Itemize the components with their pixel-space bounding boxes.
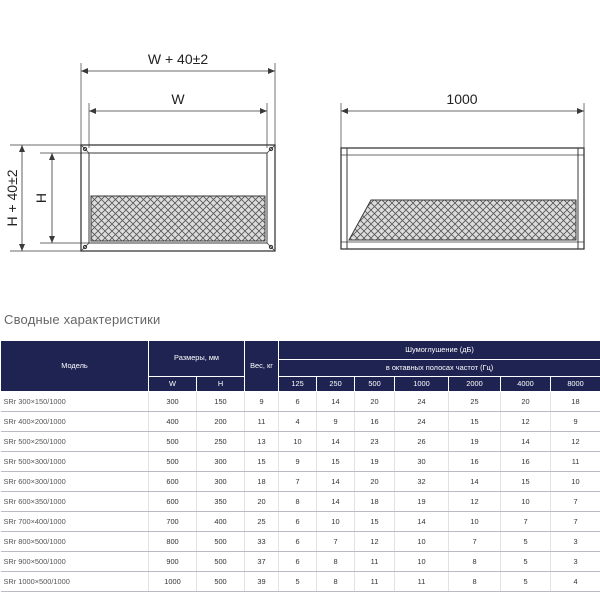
table-row <box>1 412 600 432</box>
attenuation-cell: 16 <box>501 452 551 472</box>
attenuation-cell: 11 <box>395 572 449 592</box>
attenuation-cell: 20 <box>501 392 551 412</box>
attenuation-cell: 14 <box>317 432 355 452</box>
attenuation-cell: 5 <box>501 552 551 572</box>
attenuation-cell: 14 <box>501 432 551 452</box>
attenuation-cell: 3 <box>551 552 600 572</box>
attenuation-cell: 19 <box>395 492 449 512</box>
attenuation-cell: 10 <box>501 492 551 512</box>
height-cell: 500 <box>197 572 245 592</box>
attenuation-cell: 18 <box>355 492 395 512</box>
height-cell: 250 <box>197 432 245 452</box>
attenuation-cell: 7 <box>501 512 551 532</box>
model-cell: SRr 400×200/1000 <box>1 412 149 432</box>
width-cell: 400 <box>149 412 197 432</box>
header-dimensions: Размеры, мм <box>149 341 245 377</box>
header-attenuation-sub: в октавных полосах частот (Гц) <box>279 360 600 377</box>
header-freq-125: 125 <box>279 377 317 392</box>
height-cell: 300 <box>197 452 245 472</box>
attenuation-cell: 11 <box>355 552 395 572</box>
attenuation-cell: 7 <box>449 532 501 552</box>
section-title: Сводные характеристики <box>4 312 161 327</box>
attenuation-cell: 12 <box>551 432 600 452</box>
table-row <box>1 492 600 512</box>
attenuation-cell: 11 <box>355 572 395 592</box>
attenuation-cell: 5 <box>501 532 551 552</box>
front-view-drawing <box>10 63 275 251</box>
attenuation-cell: 15 <box>355 512 395 532</box>
weight-cell: 18 <box>245 472 279 492</box>
overall-width-label: W + 40±2 <box>147 51 209 67</box>
table-row <box>1 572 600 592</box>
attenuation-cell: 15 <box>501 472 551 492</box>
weight-cell: 9 <box>245 392 279 412</box>
model-cell: SRr 500×300/1000 <box>1 452 149 472</box>
attenuation-cell: 24 <box>395 412 449 432</box>
width-cell: 1000 <box>149 572 197 592</box>
height-cell: 400 <box>197 512 245 532</box>
attenuation-cell: 10 <box>449 512 501 532</box>
header-freq-8000: 8000 <box>551 377 600 392</box>
model-cell: SRr 600×300/1000 <box>1 472 149 492</box>
model-cell: SRr 700×400/1000 <box>1 512 149 532</box>
attenuation-cell: 25 <box>449 392 501 412</box>
header-weight: Вес, кг <box>245 341 279 392</box>
attenuation-cell: 7 <box>317 532 355 552</box>
table-row <box>1 452 600 472</box>
header-freq-4000: 4000 <box>501 377 551 392</box>
weight-cell: 13 <box>245 432 279 452</box>
weight-cell: 20 <box>245 492 279 512</box>
width-label: W <box>171 91 185 107</box>
attenuation-cell: 8 <box>279 492 317 512</box>
header-height: H <box>197 377 245 392</box>
attenuation-cell: 11 <box>551 452 600 472</box>
attenuation-cell: 5 <box>279 572 317 592</box>
weight-cell: 25 <box>245 512 279 532</box>
table-row <box>1 512 600 532</box>
weight-cell: 15 <box>245 452 279 472</box>
model-cell: SRr 500×250/1000 <box>1 432 149 452</box>
header-freq-250: 250 <box>317 377 355 392</box>
header-freq-500: 500 <box>355 377 395 392</box>
attenuation-cell: 30 <box>395 452 449 472</box>
height-label: H <box>33 192 49 204</box>
length-label: 1000 <box>446 91 478 107</box>
attenuation-cell: 12 <box>501 412 551 432</box>
attenuation-cell: 9 <box>279 452 317 472</box>
width-cell: 300 <box>149 392 197 412</box>
attenuation-cell: 14 <box>317 392 355 412</box>
table-row <box>1 532 600 552</box>
side-view-drawing <box>341 103 584 249</box>
weight-cell: 39 <box>245 572 279 592</box>
attenuation-cell: 15 <box>317 452 355 472</box>
attenuation-cell: 10 <box>395 532 449 552</box>
attenuation-cell: 10 <box>279 432 317 452</box>
header-width: W <box>149 377 197 392</box>
attenuation-cell: 6 <box>279 552 317 572</box>
attenuation-cell: 26 <box>395 432 449 452</box>
table-row <box>1 392 600 412</box>
attenuation-cell: 15 <box>449 412 501 432</box>
height-cell: 150 <box>197 392 245 412</box>
attenuation-cell: 12 <box>355 532 395 552</box>
attenuation-cell: 6 <box>279 532 317 552</box>
attenuation-cell: 14 <box>317 492 355 512</box>
model-cell: SRr 800×500/1000 <box>1 532 149 552</box>
attenuation-cell: 14 <box>395 512 449 532</box>
weight-cell: 11 <box>245 412 279 432</box>
model-cell: SRr 600×350/1000 <box>1 492 149 512</box>
width-cell: 500 <box>149 432 197 452</box>
attenuation-cell: 3 <box>551 532 600 552</box>
attenuation-cell: 18 <box>551 392 600 412</box>
model-cell: SRr 300×150/1000 <box>1 392 149 412</box>
height-cell: 500 <box>197 552 245 572</box>
attenuation-cell: 12 <box>449 492 501 512</box>
header-attenuation: Шумоглушение (дБ) <box>279 341 600 360</box>
attenuation-cell: 23 <box>355 432 395 452</box>
header-freq-1000: 1000 <box>395 377 449 392</box>
attenuation-cell: 14 <box>317 472 355 492</box>
table-row <box>1 552 600 572</box>
width-cell: 600 <box>149 472 197 492</box>
attenuation-cell: 14 <box>449 472 501 492</box>
height-cell: 350 <box>197 492 245 512</box>
model-cell: SRr 1000×500/1000 <box>1 572 149 592</box>
attenuation-cell: 19 <box>355 452 395 472</box>
table-row <box>1 472 600 492</box>
attenuation-cell: 7 <box>279 472 317 492</box>
height-cell: 200 <box>197 412 245 432</box>
attenuation-cell: 6 <box>279 392 317 412</box>
attenuation-cell: 16 <box>355 412 395 432</box>
header-model: Модель <box>1 341 149 392</box>
attenuation-cell: 6 <box>279 512 317 532</box>
width-cell: 800 <box>149 532 197 552</box>
specifications-table <box>0 340 600 592</box>
attenuation-cell: 19 <box>449 432 501 452</box>
model-cell: SRr 900×500/1000 <box>1 552 149 572</box>
attenuation-cell: 10 <box>395 552 449 572</box>
attenuation-cell: 7 <box>551 492 600 512</box>
weight-cell: 37 <box>245 552 279 572</box>
table-row <box>1 432 600 452</box>
header-freq-2000: 2000 <box>449 377 501 392</box>
width-cell: 600 <box>149 492 197 512</box>
height-cell: 500 <box>197 532 245 552</box>
attenuation-cell: 10 <box>317 512 355 532</box>
width-cell: 700 <box>149 512 197 532</box>
attenuation-cell: 32 <box>395 472 449 492</box>
attenuation-cell: 8 <box>317 552 355 572</box>
attenuation-cell: 20 <box>355 392 395 412</box>
attenuation-cell: 4 <box>279 412 317 432</box>
height-cell: 300 <box>197 472 245 492</box>
attenuation-cell: 7 <box>551 512 600 532</box>
attenuation-cell: 16 <box>449 452 501 472</box>
attenuation-cell: 4 <box>551 572 600 592</box>
overall-height-label: H + 40±2 <box>4 169 20 227</box>
attenuation-cell: 9 <box>551 412 600 432</box>
width-cell: 900 <box>149 552 197 572</box>
attenuation-cell: 8 <box>449 552 501 572</box>
attenuation-cell: 24 <box>395 392 449 412</box>
attenuation-cell: 9 <box>317 412 355 432</box>
attenuation-cell: 5 <box>501 572 551 592</box>
attenuation-cell: 20 <box>355 472 395 492</box>
attenuation-cell: 8 <box>317 572 355 592</box>
weight-cell: 33 <box>245 532 279 552</box>
width-cell: 500 <box>149 452 197 472</box>
attenuation-cell: 8 <box>449 572 501 592</box>
attenuation-cell: 10 <box>551 472 600 492</box>
